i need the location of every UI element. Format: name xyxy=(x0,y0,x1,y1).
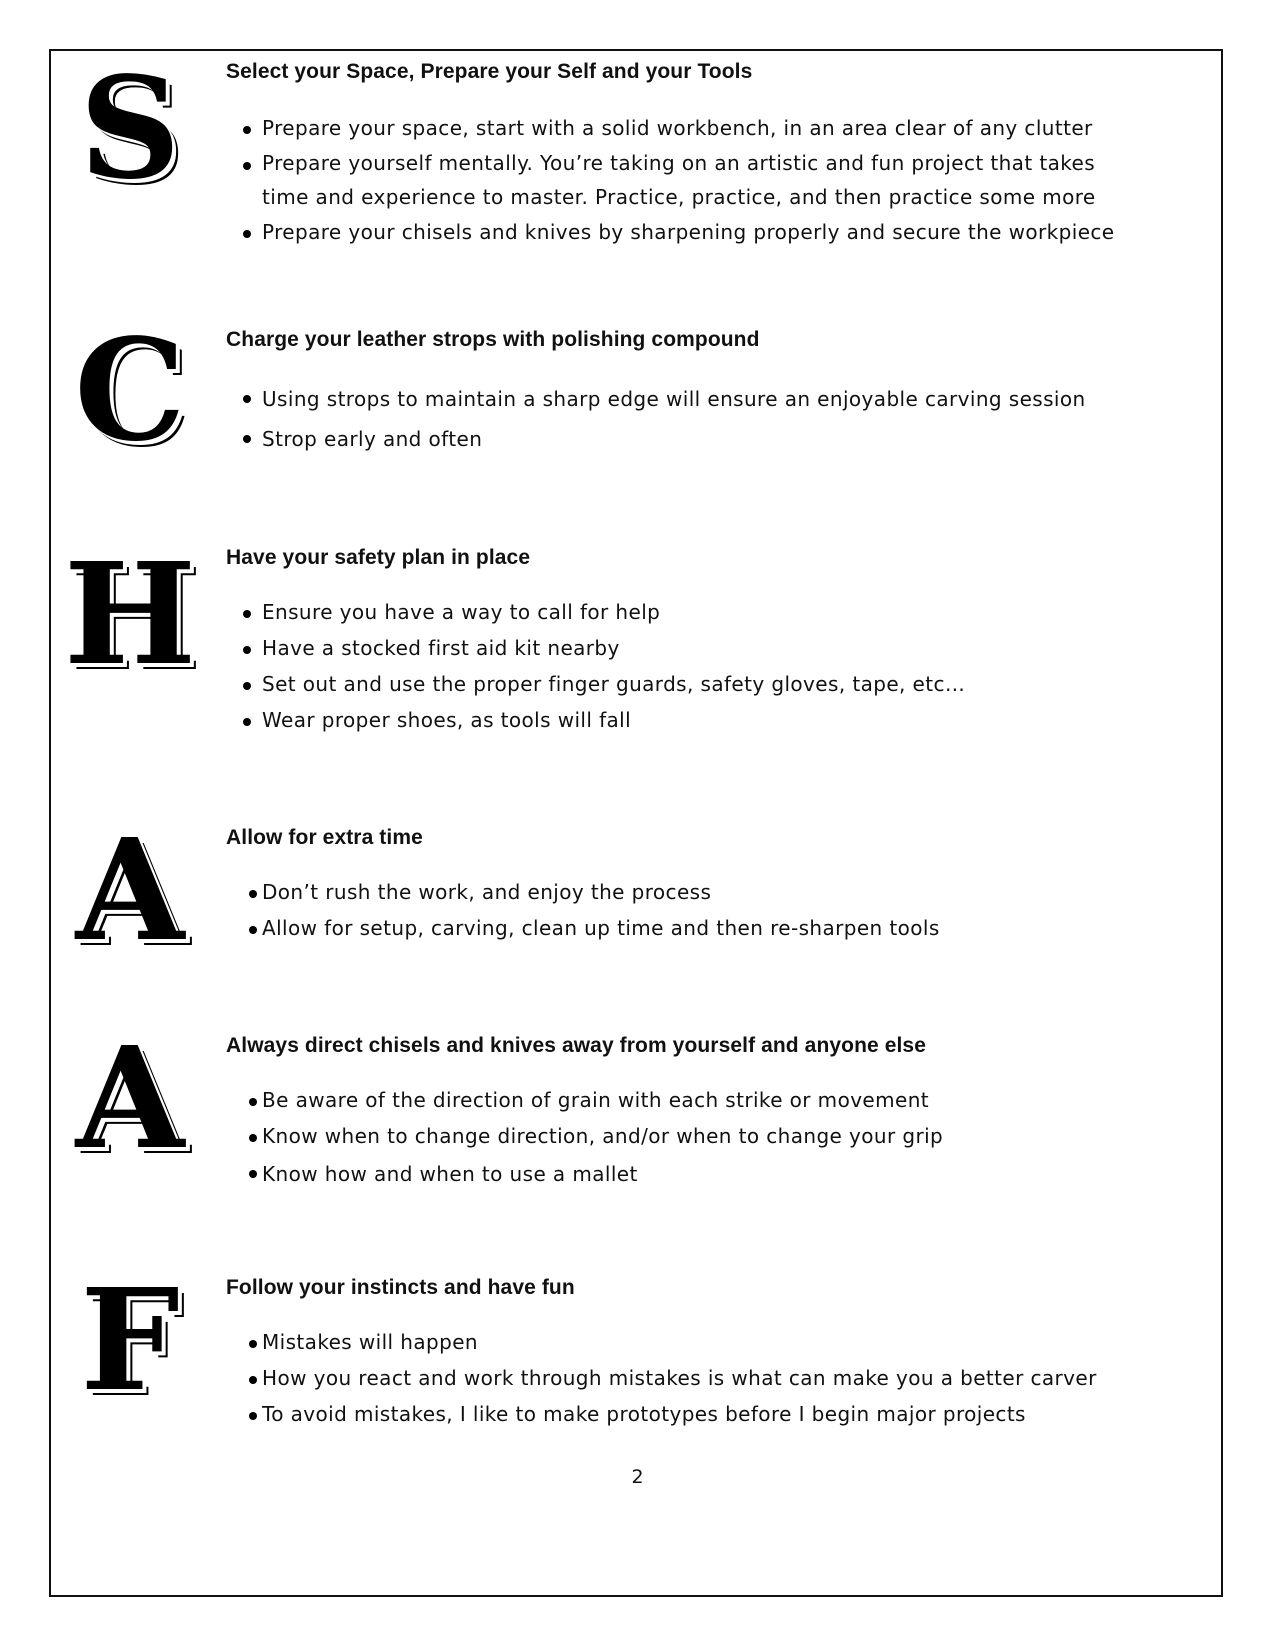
list-item: Allow for setup, carving, clean up time and then re-sharpen tools xyxy=(226,910,940,946)
page-frame xyxy=(49,49,1223,1597)
list-item: Prepare yourself mentally. You’re taking on an artistic and fun project that takes time and experience to master. Practice, practice, and then practice some more xyxy=(226,146,1132,214)
section-heading: Always direct chisels and knives away from yourself and anyone else xyxy=(226,1034,926,1057)
list-item: Be aware of the direction of grain with each strike or movement xyxy=(226,1082,943,1118)
list-item: Ensure you have a way to call for help xyxy=(226,594,965,630)
list-item: Know how and when to use a mallet xyxy=(226,1154,943,1194)
list-item: Prepare your chisels and knives by sharpening properly and secure the workpiece xyxy=(226,214,1132,250)
list-item: How you react and work through mistakes is what can make you a better carver xyxy=(226,1360,1097,1396)
page-number: 2 xyxy=(631,1466,644,1488)
section-heading: Allow for extra time xyxy=(226,826,423,849)
section-heading: Follow your instincts and have fun xyxy=(226,1276,575,1299)
list-item: Have a stocked first aid kit nearby xyxy=(226,630,965,666)
list-item: Using strops to maintain a sharp edge will ensure an enjoyable carving session xyxy=(226,379,1086,419)
section-heading: Charge your leather strops with polishing compound xyxy=(226,328,760,351)
section-heading: Have your safety plan in place xyxy=(226,546,531,569)
initial-letter-f: F xyxy=(80,1259,180,1423)
initial-letter-a: A xyxy=(75,1017,185,1181)
list-item: To avoid mistakes, I like to make prototypes before I begin major projects xyxy=(226,1396,1097,1432)
initial-letter-a: A xyxy=(75,809,185,973)
list-item: Don’t rush the work, and enjoy the process xyxy=(226,874,940,910)
list-item: Strop early and often xyxy=(226,419,1086,459)
bullet-list xyxy=(226,110,1132,250)
list-item: Set out and use the proper finger guards, safety gloves, tape, etc… xyxy=(226,666,965,702)
list-item: Mistakes will happen xyxy=(226,1324,1097,1360)
bullet-list xyxy=(226,594,965,738)
initial-letter-s: S xyxy=(79,47,181,211)
list-item: Know when to change direction, and/or when to change your grip xyxy=(226,1118,943,1154)
initial-letter-h: H xyxy=(63,533,197,697)
bullet-list xyxy=(226,874,940,946)
bullet-list xyxy=(226,1082,943,1194)
list-item: Wear proper shoes, as tools will fall xyxy=(226,702,965,738)
initial-letter-c: C xyxy=(74,309,186,473)
list-item: Prepare your space, start with a solid workbench, in an area clear of any clutter xyxy=(226,110,1132,146)
section-heading: Select your Space, Prepare your Self and your Tools xyxy=(226,60,753,83)
bullet-list xyxy=(226,379,1086,459)
bullet-list xyxy=(226,1324,1097,1432)
